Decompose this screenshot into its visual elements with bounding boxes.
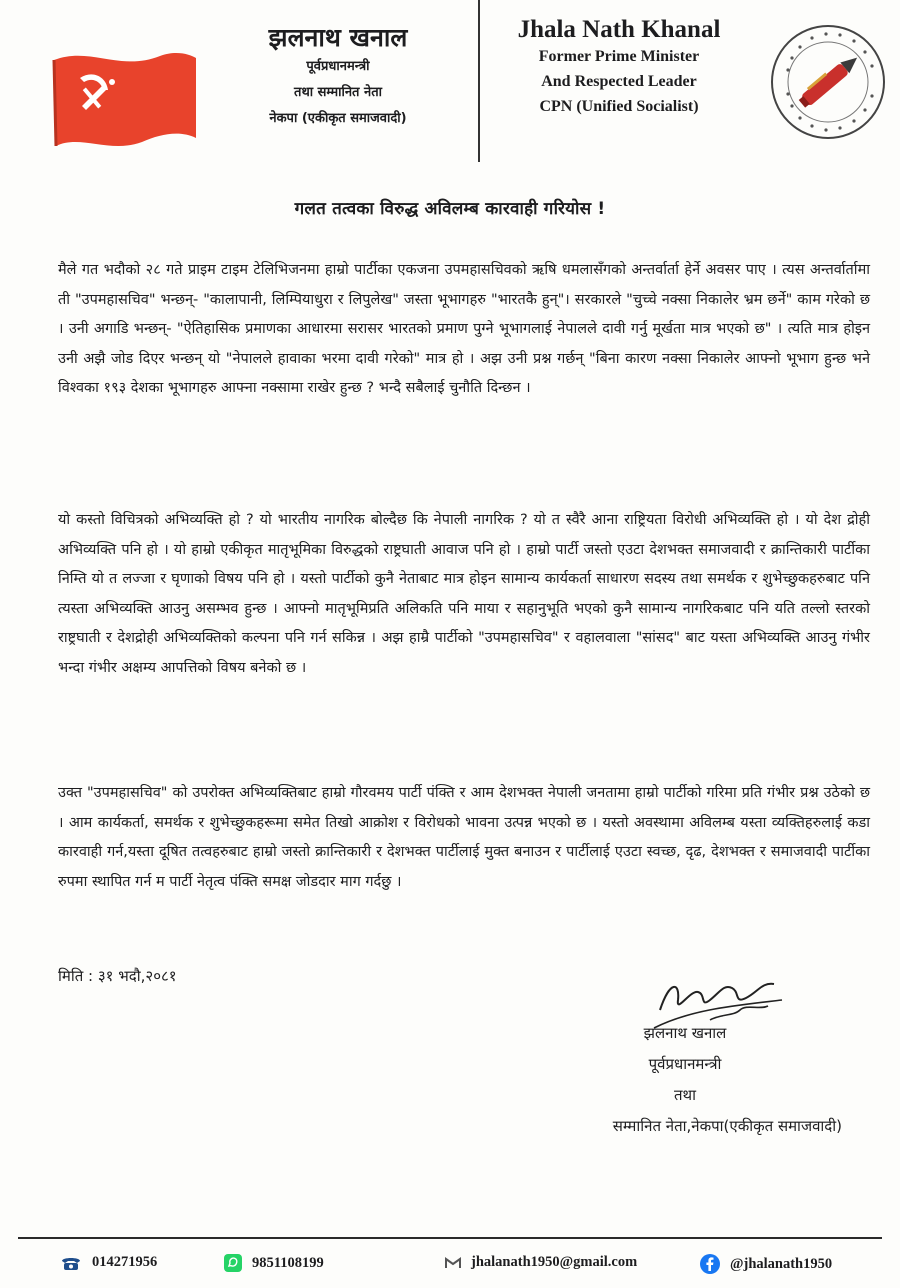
phone-icon bbox=[60, 1255, 82, 1271]
letterhead-name-nepali: झलनाथ खनाल bbox=[268, 23, 408, 52]
signature-conjunction: तथा bbox=[673, 1086, 697, 1104]
letterhead-title-3: CPN (Unified Socialist) bbox=[539, 98, 699, 115]
footer-facebook[interactable] bbox=[700, 1254, 832, 1274]
footer-phone[interactable] bbox=[60, 1254, 157, 1271]
seal-pen-icon bbox=[768, 22, 888, 142]
facebook-handle: @jhalanath1950 bbox=[730, 1255, 833, 1272]
whatsapp-number: 9851108199 bbox=[252, 1254, 324, 1271]
party-flag-icon bbox=[50, 42, 200, 152]
phone-number: 014271956 bbox=[92, 1254, 158, 1270]
footer-whatsapp[interactable] bbox=[224, 1254, 324, 1272]
contact-footer bbox=[0, 1254, 900, 1278]
email-address: jhalanath1950@gmail.com bbox=[471, 1254, 638, 1270]
footer-divider bbox=[18, 1237, 882, 1239]
signature-role: सम्मानित नेता,नेकपा(एकीकृत समाजवादी) bbox=[612, 1117, 842, 1135]
paragraph-2: यो कस्तो विचित्रको अभिव्यक्ति हो ? यो भारतीय नागरिक बोल्दैछ कि नेपाली नागरिक ? यो त स्वैरै आना राष्ट्रियता विरोधी अभिव्यक्ति हो । यो देश द्रोही अभिव्यक्ति पनि हो । यो हाम्रो एकीकृत मातृभूमिका विरुद्धको राष्ट्रघाती आवाज पनि हो । हाम्रो पार्टी जस्तो एउटा देशभक्त समाजवादी र क्रान्तिकारी पार्टीका निम्ति यो त लज्जा र घृणाको विषय पनि हो । यस्तो पार्टीको कुनै नेताबाट मात्र होइन सामान्य कार्यकर्ता साधारण सदस्य तथा समर्थक र शुभेच्छुकहरुबाट पनि त्यस्ता अभिव्यक्ति आउनु असम्भव हुन्छ । आफ्नो मातृभूमिप्रति अलिकति पनि माया र सहानुभूति भएको कुनै सामान्य नागरिकबाट पनि यति तल्लो स्तरको राष्ट्रघाती र देशद्रोही अभिव्यक्तिको कल्पना पनि गर्न सकिन्न । अझ हाम्रै पार्टीको "उपमहासचिव" र वहालवाला "सांसद" बाट यस्ता अभिव्यक्ति आउनु गंभीर भन्दा गंभीर अक्षम्य आपत्तिको विषय बनेको छ । bbox=[58, 512, 870, 676]
paragraph-1: मैले गत भदौको २८ गते प्राइम टाइम टेलिभिजनमा हाम्रो पार्टीका एकजना उपमहासचिवको ऋषि धमलासँगको अन्तर्वार्ता हेर्ने अवसर पाए । त्यस अन्तर्वार्तामा ती "उपमहासचिव" भन्छन्- "कालापानी, लिम्पियाधुरा र लिपुलेख" जस्ता भूभागहरु "भारतकै हुन्"। सरकारले "चुच्चे नक्सा निकालेर भ्रम छर्ने" काम गरेको छ । उनी अगाडि भन्छन्- "ऐतिहासिक प्रमाणका आधारमा सरासर भारतको प्रमाण पुग्ने भूभागलाई नेपालले दावी गर्नु मूर्खता मात्र भएको छ" । त्यति मात्र होइन उनी अझै जोड दिएर भन्छन् यो "नेपालले हावाका भरमा दावी गरेको" मात्र हो । अझ उनी प्रश्न गर्छन् "बिना कारण नक्सा निकालेर आफ्नो भूभाग हुन्छ भने विश्वका १९३ देशका भूभागहरु आफ्ना नक्सामा राखेर हुन्छ ? भन्दै सबैलाई चुनौति दिन्छन । bbox=[58, 262, 870, 397]
signature-name: झलनाथ खनाल bbox=[643, 1024, 727, 1042]
letterhead-line-3: नेकपा (एकीकृत समाजवादी) bbox=[269, 111, 407, 126]
letter-date: मिति : ३१ भदौ,२०८१ bbox=[58, 967, 177, 985]
whatsapp-icon bbox=[224, 1254, 242, 1272]
letterhead-name-english: Jhala Nath Khanal bbox=[517, 16, 721, 43]
footer-email[interactable] bbox=[445, 1254, 637, 1271]
signature-title: पूर्वप्रधानमन्त्री bbox=[648, 1055, 722, 1073]
signature-block bbox=[520, 1018, 850, 1142]
letterhead-divider bbox=[478, 0, 480, 162]
letter-title: गलत तत्वका विरुद्ध अविलम्ब कारवाही गरियोस ! bbox=[294, 199, 606, 219]
gmail-icon bbox=[445, 1257, 461, 1269]
letterhead-line-2: तथा सम्मानित नेता bbox=[294, 85, 382, 100]
letterhead-line-1: पूर्वप्रधानमन्त्री bbox=[306, 59, 370, 74]
paragraph-3: उक्त "उपमहासचिव" को उपरोक्त अभिव्यक्तिबाट हाम्रो गौरवमय पार्टी पंक्ति र आम देशभक्त नेपाली जनतामा हाम्रो पार्टीको गरिमा प्रति गंभीर प्रश्न उठेको छ । आम कार्यकर्ता, समर्थक र शुभेच्छुकहरूमा समेत तिखो आक्रोश र विरोधको भावना उत्पन्न भएको छ । यस्तो अवस्थामा अविलम्ब यस्ता व्यक्तिहरुलाई कडा कारवाही गर्न,यस्ता दूषित तत्वहरुबाट हाम्रो जस्तो क्रान्तिकारी र देशभक्त पार्टीलाई मुक्त बनाउन र पार्टीलाई एउटा स्वच्छ, दृढ, देशभक्त र समाजवादी पार्टीका रुपमा स्थापित गर्न म पार्टी नेतृत्व पंक्ति समक्ष जोडदार माग गर्दछु । bbox=[58, 785, 870, 890]
letterhead-title-2: And Respected Leader bbox=[541, 73, 697, 90]
letterhead-english bbox=[492, 14, 746, 119]
facebook-icon bbox=[700, 1254, 720, 1274]
letterhead-title-1: Former Prime Minister bbox=[538, 48, 700, 65]
letterhead-nepali bbox=[218, 14, 458, 132]
